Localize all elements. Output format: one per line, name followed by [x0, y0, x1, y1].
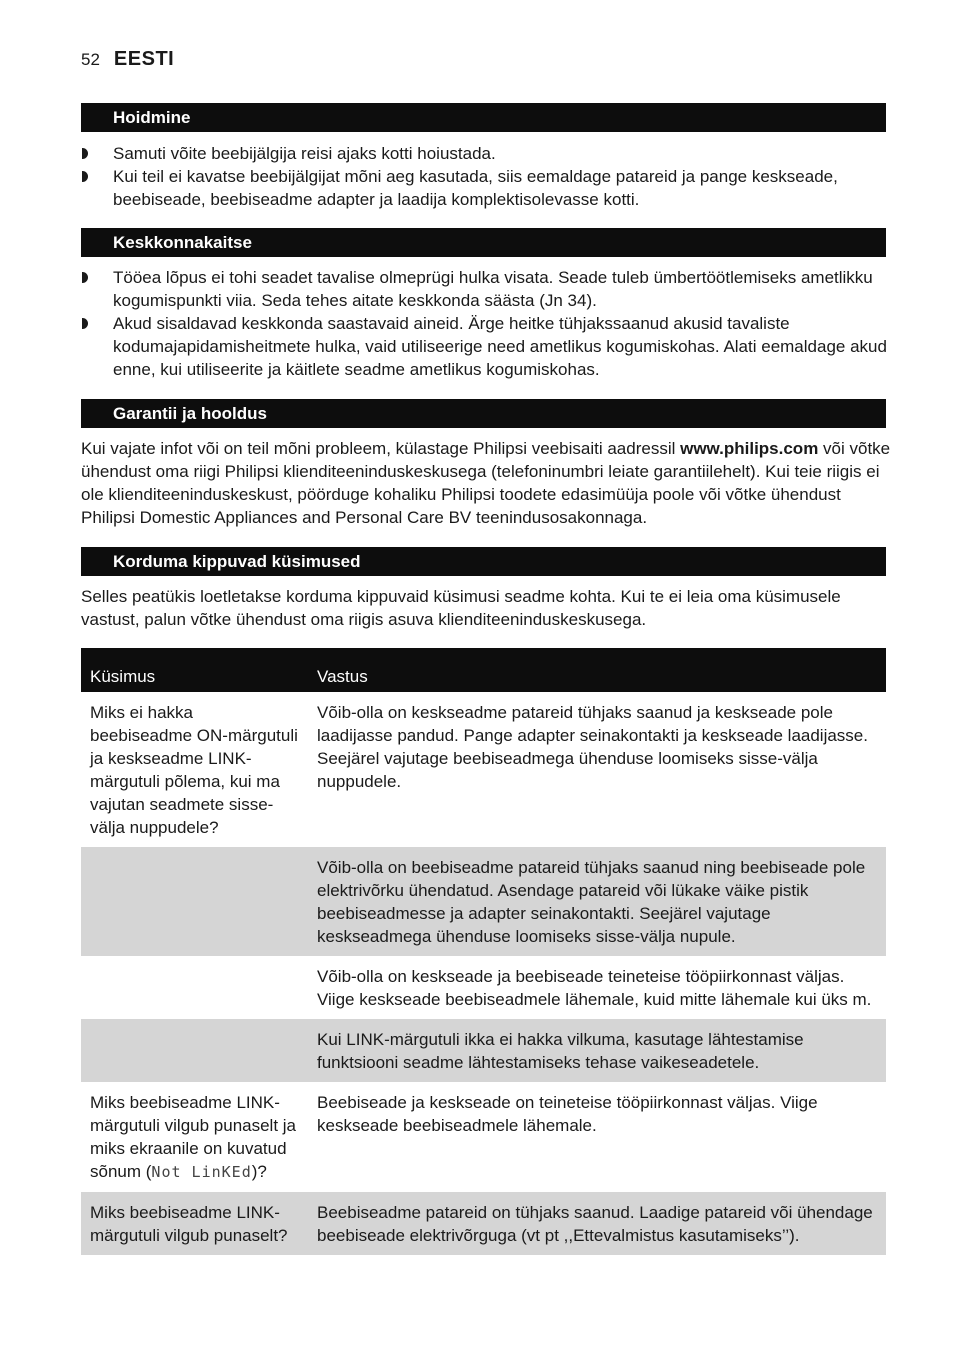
- table-row: [81, 847, 886, 956]
- page-header: [81, 48, 174, 74]
- display-message: Not LinKEd: [151, 1163, 252, 1181]
- faq-answer: Võib-olla on keskseadme patareid tühjaks saanud ja keskseade pole laadijasse pandud. Pange adapter seinakontakti ja keskseade laadijasse. Seejärel vajutage beebiseadmega ühenduse loomiseks sisse-välja nuppudele.: [317, 703, 868, 791]
- faq-answer: Beebiseadme patareid on tühjaks saanud. Laadige patareid või ühendage beebiseade elektrivõrguga (vt pt ,,Ettevalmistus kasutamiseks’’).: [308, 1192, 886, 1255]
- philips-url: www.philips.com: [680, 439, 819, 458]
- faq-question: [81, 847, 308, 956]
- bullet-icon: [82, 148, 88, 159]
- faq-question: [81, 956, 308, 1019]
- section-heading-keskkonnakaitse: Keskkonnakaitse: [81, 228, 886, 257]
- list-item: Samuti võite beebijälgija reisi ajaks kotti hoiustada.: [81, 142, 891, 165]
- list-item: Kui teil ei kavatse beebijälgijat mõni aeg kasutada, siis eemaldage patareid ja pange keskseade, beebiseade, beebiseadme adapter ja laadija komplektisolevasse kotti.: [81, 165, 891, 211]
- faq-header-question: Küsimus: [81, 648, 308, 692]
- table-row: [81, 1192, 886, 1255]
- faq-question: Miks beebiseadme LINK-märgutuli vilgub punaselt ja miks ekraanile on kuvatud sõnum (Not LinKEd)?: [90, 1093, 297, 1181]
- faq-question: Miks ei hakka beebiseadme ON-märgutuli ja keskseadme LINK-märgutuli põlema, kui ma vajutan seadmete sisse-välja nuppudele?: [90, 703, 298, 837]
- list-item: Akud sisaldavad keskkonda saastavaid aineid. Ärge heitke tühjakssaanud akusid tavaliste kodumajapidamisheitmete hulka, vaid utiliseerige need ametlikus kogumiskohas. Alati eemaldage akud enne, kui utiliseerite ja käitlete seadme ametlikus kogumiskohas.: [81, 312, 891, 381]
- list-item: Tööea lõpus ei tohi seadet tavalise olmeprügi hulka visata. Seade tuleb ümbertöötlemiseks ametlikku kogumispunkti viia. Seda tehes aitate keskkonda säästa (Jn 34).: [81, 266, 891, 312]
- hoidmine-list: [81, 142, 891, 211]
- section-heading-korduma: Korduma kippuvad küsimused: [81, 547, 886, 576]
- table-row: [81, 692, 886, 847]
- garantii-paragraph: Kui vajate infot või on teil mõni probleem, külastage Philipsi veebisaiti aadressil www.philips.com või võtke ühendust oma riigi Philipsi klienditeeninduskeskusega (telefoninumbri leiate garantiilehelt). Kui teie riigis ei ole klienditeeninduskeskust, pöörduge kohaliku Philipsi toodete edasimüüja poole või võtke ühendust Philipsi Domestic Appliances and Personal Care BV teenindusosakonnaga.: [81, 439, 891, 527]
- keskkonnakaitse-list: [81, 266, 891, 381]
- korduma-intro: Selles peatükis loetletakse korduma kippuvaid küsimusi seadme kohta. Kui te ei leia oma küsimusele vastust, palun võtke ühendust oma riigis asuva klienditeeninduskeskusega.: [81, 587, 841, 629]
- table-row: [81, 1019, 886, 1082]
- faq-question: Miks beebiseadme LINK-märgutuli vilgub punaselt?: [81, 1192, 308, 1255]
- table-row: [81, 956, 886, 1019]
- faq-header-answer: Vastus: [308, 648, 886, 692]
- bullet-icon: [82, 272, 88, 283]
- faq-answer: Kui LINK-märgutuli ikka ei hakka vilkuma, kasutage lähtestamise funktsiooni seadme lähtestamiseks tehase vaikeseadetele.: [308, 1019, 886, 1082]
- faq-question: [81, 1019, 308, 1082]
- section-heading-hoidmine: Hoidmine: [81, 103, 886, 132]
- section-heading-garantii: Garantii ja hooldus: [81, 399, 886, 428]
- faq-answer: Võib-olla on beebiseadme patareid tühjaks saanud ning beebiseade pole elektrivõrku ühendatud. Asendage patareid või lükake väike pistik beebiseadmesse ja adapter seinakontakti. Seejärel vajutage keskseadmega ühenduse loomiseks sisse-välja nupule.: [308, 847, 886, 956]
- bullet-icon: [82, 318, 88, 329]
- faq-answer: Beebiseade ja keskseade on teineteise tööpiirkonnast väljas. Viige keskseade beebiseadmele lähemale.: [317, 1093, 818, 1135]
- page-number: 52: [81, 50, 100, 69]
- faq-table: [81, 648, 886, 1255]
- bullet-icon: [82, 171, 88, 182]
- faq-header-row: [81, 648, 886, 692]
- table-row: [81, 1082, 886, 1192]
- faq-answer: Võib-olla on keskseade ja beebiseade teineteise tööpiirkonnast väljas. Viige keskseade beebiseadmele lähemale, kuid mitte lähemale kui üks m.: [317, 967, 872, 1009]
- page-language: EESTI: [113, 48, 175, 70]
